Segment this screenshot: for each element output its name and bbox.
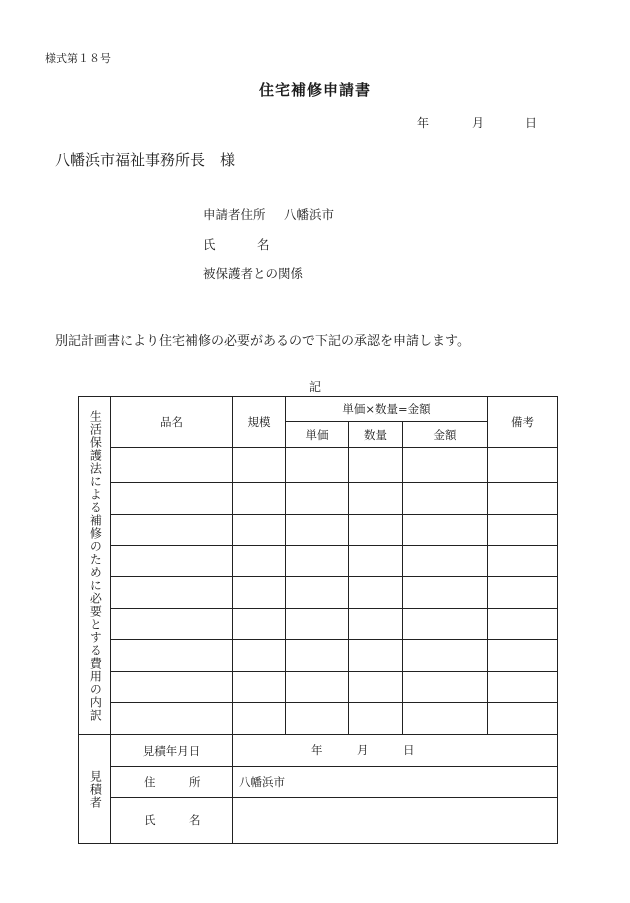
application-statement: 別記計画書により住宅補修の必要があるので下記の承認を申請します。 xyxy=(55,334,470,349)
header-unit-price: 単価 xyxy=(286,422,349,448)
table-row xyxy=(79,448,558,483)
header-remarks: 備考 xyxy=(488,397,558,448)
estimator-name-label-cell xyxy=(111,798,233,844)
table-row xyxy=(79,515,558,546)
applicant-name-label-2: 名 xyxy=(257,237,270,252)
estimator-name-value[interactable] xyxy=(233,798,558,844)
cost-breakdown-table xyxy=(78,396,558,844)
header-item: 品名 xyxy=(111,397,233,448)
estimate-date-cell[interactable] xyxy=(233,735,558,767)
side-label: 生活保護法による補修のために必要とする費用の内訳 xyxy=(88,409,103,722)
estimate-date-label: 見積年月日 xyxy=(111,735,233,767)
table-row xyxy=(79,672,558,703)
estimator-label: 見積者 xyxy=(88,769,103,809)
ki-label: 記 xyxy=(308,380,321,394)
table-row xyxy=(79,640,558,672)
table-row xyxy=(79,577,558,609)
applicant-address-label: 申請者住所 xyxy=(203,207,266,222)
estimate-date-year: 年 xyxy=(311,743,323,757)
applicant-relation-label: 被保護者との関係 xyxy=(203,266,304,281)
table-row xyxy=(79,483,558,515)
table-row xyxy=(79,703,558,735)
table-row xyxy=(79,609,558,640)
applicant-name-label-1: 氏 xyxy=(203,237,216,252)
estimate-date-day: 日 xyxy=(403,743,415,757)
estimator-address-value[interactable]: 八幡浜市 xyxy=(233,767,558,798)
estimate-date-month: 月 xyxy=(357,743,369,757)
table-row xyxy=(79,546,558,577)
header-quantity: 数量 xyxy=(349,422,403,448)
date-day-label: 日 xyxy=(525,116,538,130)
estimator-name-label-2: 名 xyxy=(189,813,201,827)
date-year-label: 年 xyxy=(417,116,430,130)
estimator-name-label-1: 氏 xyxy=(144,813,156,827)
form-number: 様式第１８号 xyxy=(45,52,111,65)
document-title: 住宅補修申請書 xyxy=(258,81,371,99)
estimator-address-label-2: 所 xyxy=(189,775,201,789)
addressee: 八幡浜市福祉事務所長 様 xyxy=(55,151,236,169)
estimator-address-label-1: 住 xyxy=(144,775,156,789)
header-amount: 金額 xyxy=(403,422,488,448)
side-label-cell xyxy=(79,397,111,735)
date-month-label: 月 xyxy=(472,116,485,130)
estimator-address-label-cell xyxy=(111,767,233,798)
estimator-label-cell xyxy=(79,735,111,844)
applicant-address-value: 八幡浜市 xyxy=(284,207,335,222)
header-spec: 規模 xyxy=(233,397,286,448)
header-calc: 単価×数量=金額 xyxy=(286,397,488,422)
